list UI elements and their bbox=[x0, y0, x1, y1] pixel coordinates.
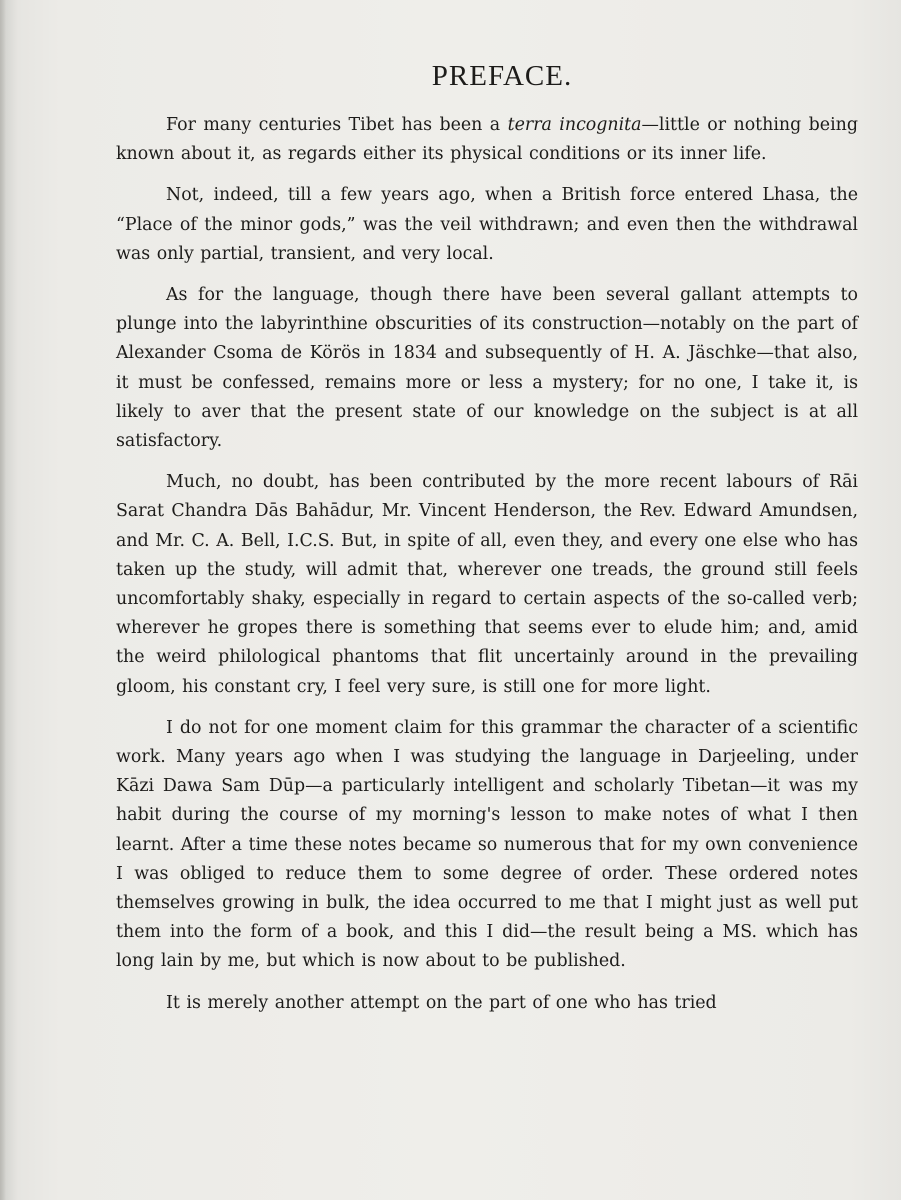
paragraph-1-text-a: For many centuries Tibet has been a bbox=[166, 115, 508, 135]
paragraph-1-italic: terra incognita bbox=[507, 115, 642, 135]
paragraph-1-text-b: —little or nothing being known about it, as regards either its physical conditions or its inner life. bbox=[116, 115, 858, 165]
page-title: PREFACE. bbox=[431, 60, 573, 92]
paragraph-5: I do not for one moment claim for this grammar the character of a scientific work. Many years ago when I was studying the language in Darjeeling, under Kāzi Dawa Sam Dūp—a particularly intelligent and scholarly Tibetan—it was my habit during the course of my morning's lesson to make notes of what I then learnt. After a time these notes became so numerous that for my own convenience I was obliged to reduce them to some degree of order. These ordered notes themselves growing in bulk, the idea occurred to me that I might just as well put them into the form of a book, and this I did—the result being a MS. which has long lain by me, but which is now about to be published. bbox=[116, 717, 858, 972]
paragraph-4: Much, no doubt, has been contributed by the more recent labours of Rāi Sarat Chandra Dās Bahādur, Mr. Vincent Henderson, the Rev. Edward Amundsen, and Mr. C. A. Bell, I.C.S. But, in spite of all, even they, and every one else who has taken up the study, will admit that, wherever one treads, the ground still feels uncomfortably shaky, especially in regard to certain aspects of the so-called verb; wherever he gropes there is something that seems ever to elude him; and, amid the weird philological phantoms that flit uncertainly around in the prevailing gloom, his constant cry, I feel very sure, is still one for more light. bbox=[116, 472, 858, 697]
paragraph-6: It is merely another attempt on the part of one who has tried bbox=[166, 992, 717, 1013]
paragraph-1 bbox=[116, 111, 858, 169]
paragraph-3: As for the language, though there have been several gallant attempts to plunge into the labyrinthine obscurities of its construction—notably on the part of Alexander Csoma de Körös in 1834 and subsequently of H. A. Jäschke—that also, it must be confessed, remains more or less a mystery; for no one, I take it, is likely to aver that the present state of our knowledge on the subject is at all satisfactory. bbox=[116, 285, 858, 452]
page-content bbox=[116, 60, 858, 1030]
paragraph-2: Not, indeed, till a few years ago, when a British force entered Lhasa, the “Place of the minor gods,” was the veil withdrawn; and even then the withdrawal was only partial, transient, and very local. bbox=[116, 185, 858, 264]
